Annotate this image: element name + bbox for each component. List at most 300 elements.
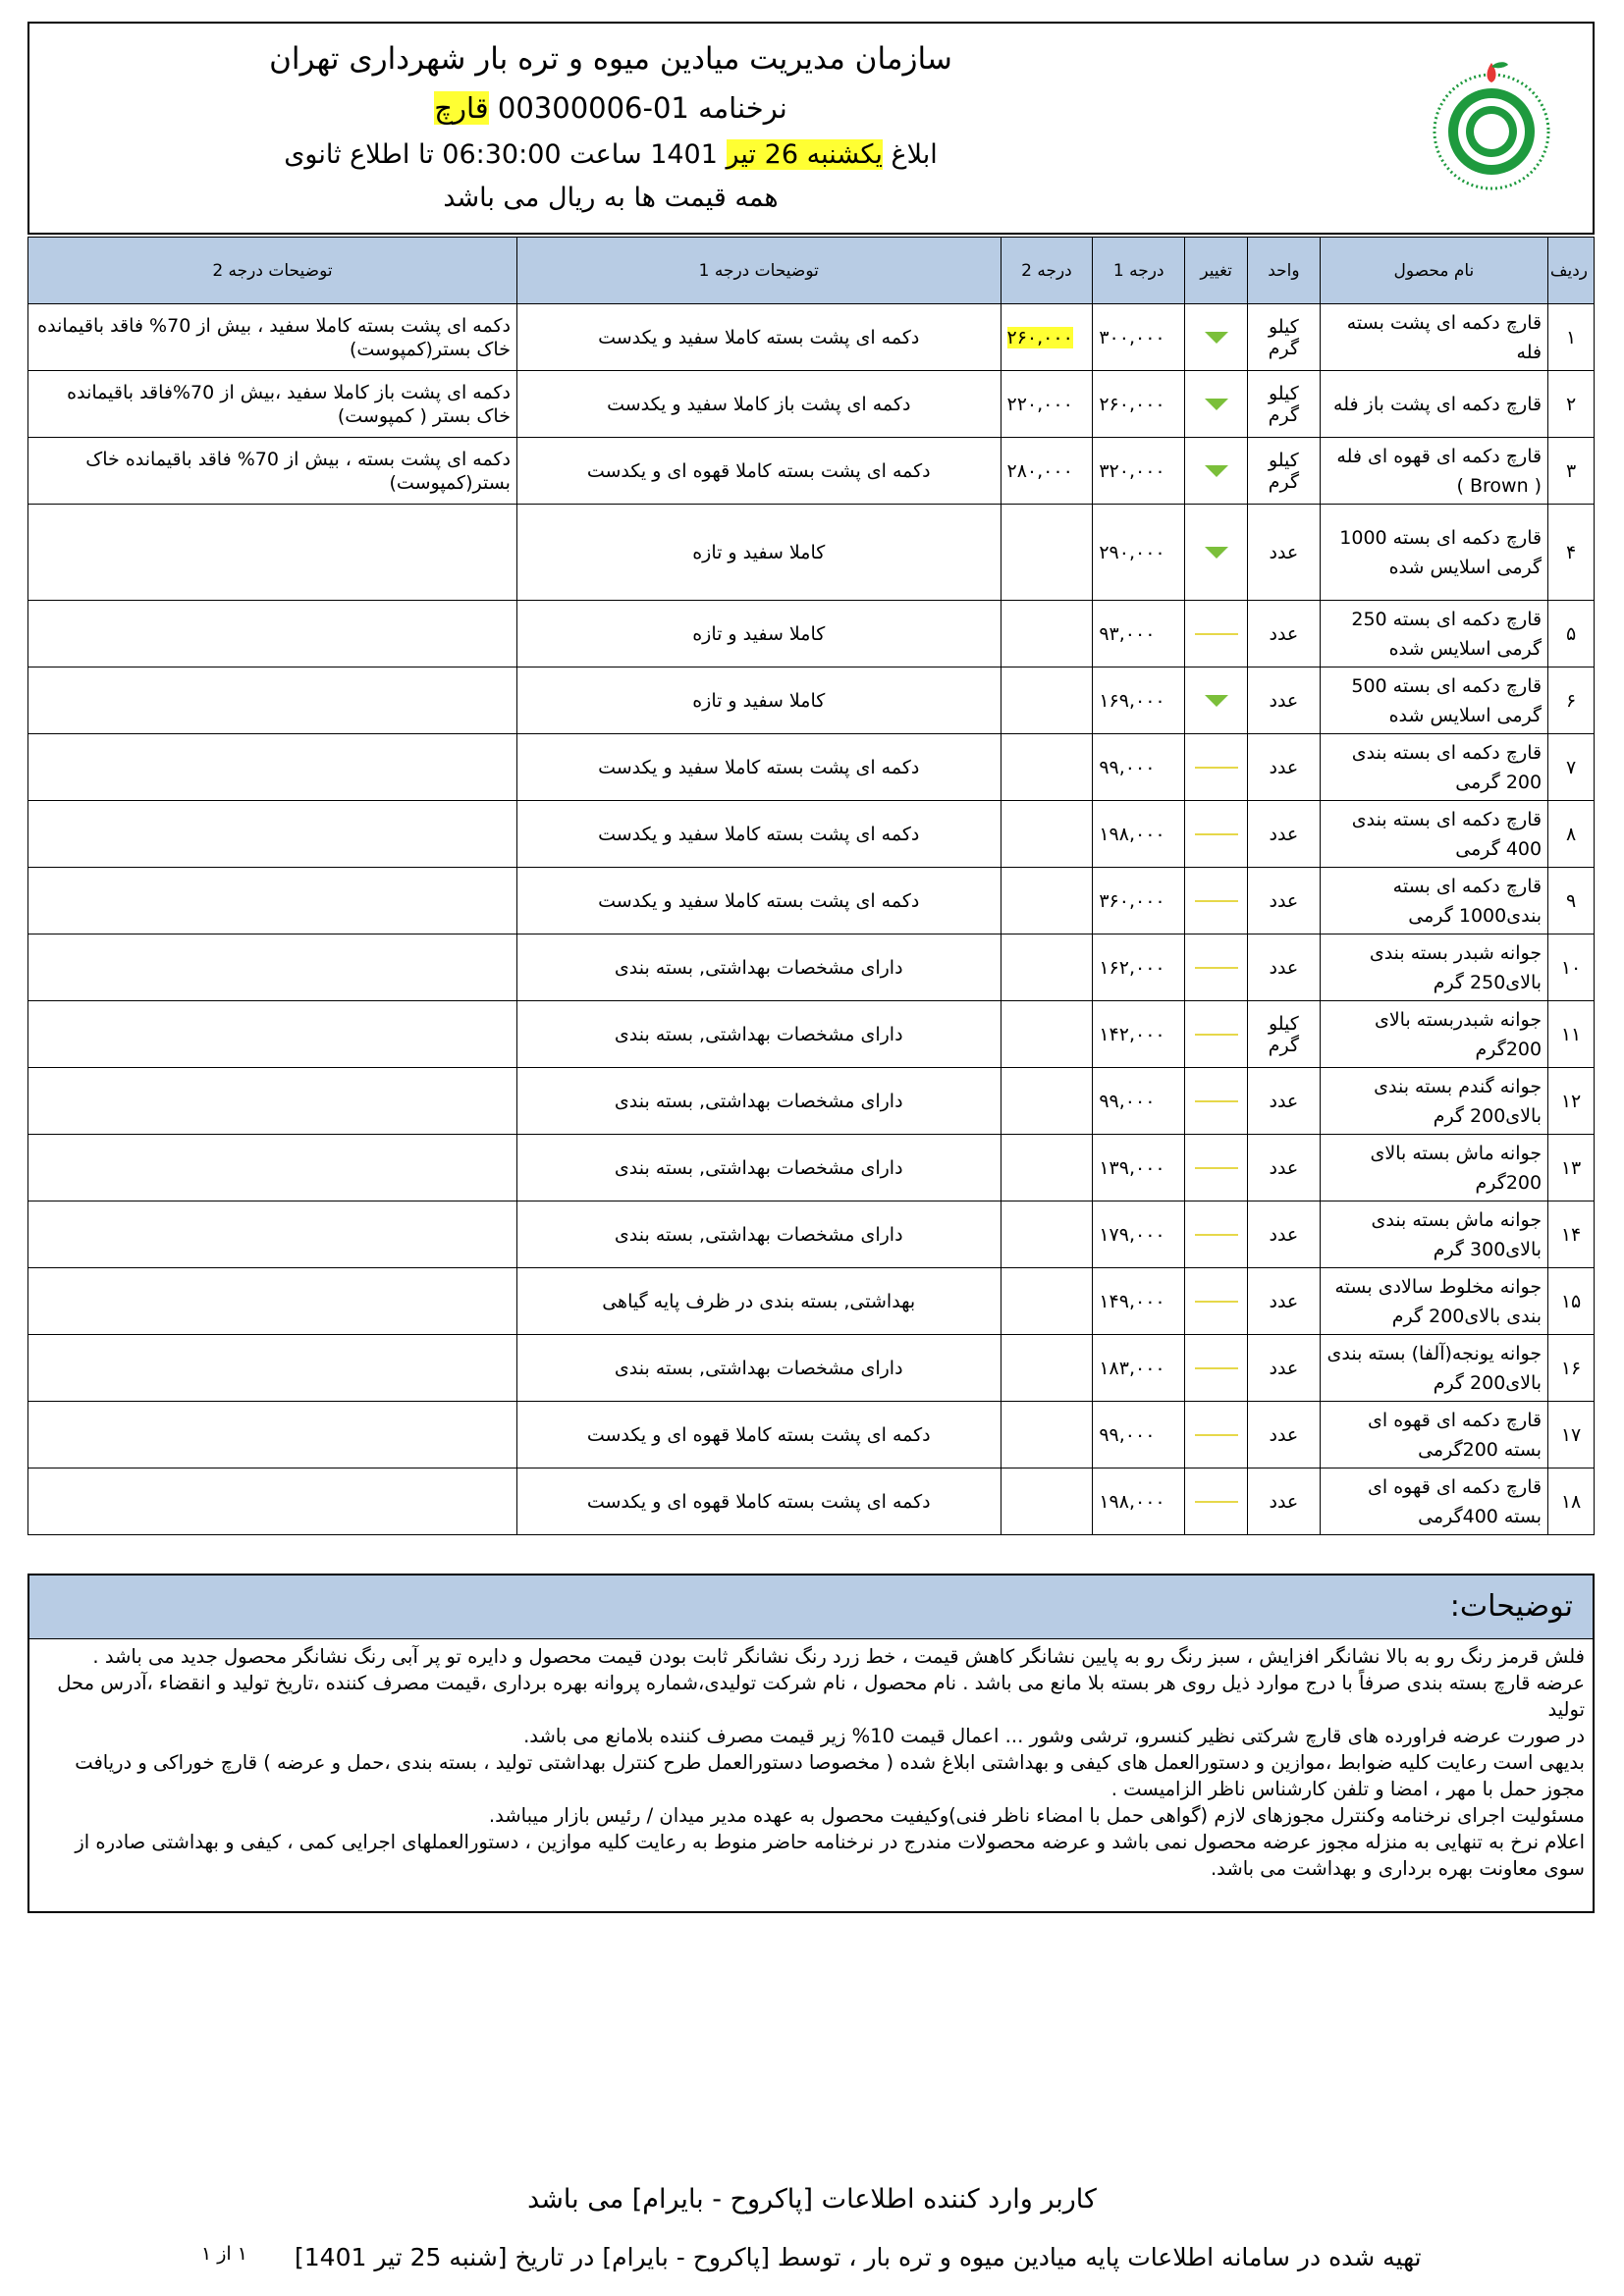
change-indicator [1185,1135,1248,1201]
grade1-price [1093,371,1185,438]
grade1-description-text: دارای مشخصات بهداشتی, بسته بندی [614,1156,903,1179]
grade1-description [516,801,1001,868]
grade2-description-text: دکمه ای پشت بسته کاملا سفید ، بیش از 70% فاقد باقیمانده خاک بستر(کمپوست) [37,314,511,360]
grade1-price [1093,1201,1185,1268]
row-index [1548,1001,1595,1068]
report-header [27,22,1595,235]
change-indicator [1185,371,1248,438]
product-name-text: قارچ دکمه ای بسته 500 گرمی اسلایس شده [1351,674,1543,726]
product-name-text: جوانه مخلوط سالادی بسته بندی بالای200 گرم [1334,1275,1543,1327]
grade2-price [1001,505,1093,601]
grade1-description-text: کاملا سفید و تازه [692,541,826,563]
table-row [28,505,1595,601]
price-flat-line-icon [1195,1100,1238,1102]
note-line: اعلام نرخ به تنهایی به منزله مجوز عرضه محصول نمی باشد و عرضه محصولات مندرج در نرخنامه حاضر منوط به رعایت کلیه موازین ، دستورالعملهای اجرایی کمی ، کیفی و بهداشتی صادره از سوی معاونت بهره برداری و بهداشت می باشد. [75,1831,1585,1880]
grade1-price-text: ۱۶۹,۰۰۰ [1099,689,1165,712]
unit-text: عدد [1269,1090,1299,1112]
unit-text: عدد [1269,1223,1299,1246]
unit-text: کیلو گرم [1268,382,1300,426]
rate-sheet-title [218,84,1003,132]
grade1-description [516,438,1001,505]
col-header-idx: ردیف [1548,238,1595,304]
grade1-price-text: ۱۴۹,۰۰۰ [1099,1290,1165,1312]
grade2-price [1001,601,1093,667]
grade2-price [1001,934,1093,1001]
row-index [1548,1201,1595,1268]
change-indicator [1185,1335,1248,1402]
table-row [28,438,1595,505]
grade1-description-text: دکمه ای پشت بسته کاملا قهوه ای و یکدست [586,459,931,482]
rate-sheet-code: 01-00300006 [497,91,689,125]
col-header-desc1: توضیحات درجه 1 [516,238,1001,304]
grade1-description [516,505,1001,601]
unit-text: عدد [1269,1490,1299,1513]
unit [1248,1068,1321,1135]
product-name-text: جوانه شبدربسته بالای 200گرم [1374,1008,1543,1060]
product-name-text: قارچ دکمه ای قهوه ای بسته 200گرمی [1368,1409,1543,1461]
grade2-description [28,505,517,601]
change-indicator [1185,438,1248,505]
grade2-description [28,1268,517,1335]
change-indicator [1185,1402,1248,1468]
grade2-description [28,934,517,1001]
grade1-description-text: دارای مشخصات بهداشتی, بسته بندی [614,1223,903,1246]
grade1-price [1093,601,1185,667]
table-row [28,801,1595,868]
col-header-name: نام محصول [1320,238,1547,304]
grade2-price [1001,304,1093,371]
table-row [28,934,1595,1001]
grade2-description [28,1068,517,1135]
grade1-description-text: دارای مشخصات بهداشتی, بسته بندی [614,1090,903,1112]
grade1-price-text: ۱۹۸,۰۰۰ [1099,823,1165,845]
unit [1248,1001,1321,1068]
product-name [1320,1268,1547,1335]
grade2-description [28,304,517,371]
grade2-description [28,667,517,734]
unit [1248,304,1321,371]
change-indicator [1185,505,1248,601]
rate-sheet-label: نرخنامه [698,91,787,125]
product-name-text: قارچ دکمه ای بسته بندی 200 گرمی [1351,741,1543,793]
change-indicator [1185,1068,1248,1135]
price-down-arrow-icon [1205,695,1228,707]
grade1-description [516,1201,1001,1268]
table-row [28,1402,1595,1468]
grade2-description [28,868,517,934]
row-index [1548,734,1595,801]
row-index-text: ۱۸ [1560,1490,1582,1513]
row-index-text: ۹ [1565,889,1577,912]
grade1-price-text: ۳۰۰,۰۰۰ [1099,326,1165,348]
product-name-text: قارچ دکمه ای بسته بندی 400 گرمی [1351,808,1543,860]
unit [1248,868,1321,934]
grade1-description [516,1001,1001,1068]
grade2-description [28,438,517,505]
product-name [1320,1068,1547,1135]
unit-text: کیلو گرم [1268,449,1300,493]
unit-text: عدد [1269,689,1299,712]
grade1-description [516,667,1001,734]
header-text [218,33,1003,218]
price-flat-line-icon [1195,967,1238,969]
grade2-description [28,1001,517,1068]
product-name-text: جوانه ماش بسته بندی بالای300 گرم [1371,1208,1543,1260]
grade1-price-text: ۱۴۲,۰۰۰ [1099,1023,1165,1045]
note-line: بدیهی است رعایت کلیه ضوابط ،موازین و دستورالعمل های کیفی و بهداشتی ابلاغ شده ( مخصوصا دستورالعمل طرح کنترل بهداشتی تولید ، بسته بندی ،حمل و عرضه ) قارچ خوراکی و دریافت مجوز حمل با مهر ، امضا و تلفن کارشناس ناظر الزامیست . [75,1751,1585,1800]
row-index [1548,601,1595,667]
grade1-price-text: ۲۹۰,۰۰۰ [1099,541,1165,563]
grade1-price-text: ۲۶۰,۰۰۰ [1099,393,1165,415]
row-index [1548,371,1595,438]
unit-text: عدد [1269,1357,1299,1379]
grade1-price-text: ۹۹,۰۰۰ [1099,1423,1156,1446]
grade1-description-text: دکمه ای پشت بسته کاملا سفید و یکدست [598,889,920,912]
change-indicator [1185,1468,1248,1535]
table-row [28,1468,1595,1535]
price-down-arrow-icon [1205,332,1228,344]
grade1-price [1093,438,1185,505]
price-flat-line-icon [1195,1367,1238,1369]
row-index [1548,304,1595,371]
change-indicator [1185,1001,1248,1068]
unit-text: عدد [1269,541,1299,563]
product-name [1320,1135,1547,1201]
price-flat-line-icon [1195,1234,1238,1236]
change-indicator [1185,667,1248,734]
grade1-price [1093,1335,1185,1402]
unit-text: عدد [1269,1290,1299,1312]
grade1-price-text: ۱۸۳,۰۰۰ [1099,1357,1165,1379]
grade1-description [516,1135,1001,1201]
grade2-price [1001,1335,1093,1402]
grade2-description [28,1135,517,1201]
row-index [1548,667,1595,734]
row-index [1548,801,1595,868]
product-name-text: قارچ دکمه ای قهوه ای بسته 400گرمی [1368,1475,1543,1527]
product-name-text: جوانه ماش بسته بالای 200گرم [1370,1142,1543,1194]
price-flat-line-icon [1195,633,1238,635]
grade2-price-text: ۲۲۰,۰۰۰ [1006,393,1073,415]
table-row [28,1068,1595,1135]
unit [1248,1268,1321,1335]
product-name-text: قارچ دکمه ای پشت بسته فله [1346,311,1543,363]
table-row [28,868,1595,934]
row-index [1548,1335,1595,1402]
notes-box [27,1574,1595,1913]
row-index [1548,934,1595,1001]
unit-text: کیلو گرم [1268,1012,1300,1056]
change-indicator [1185,1268,1248,1335]
table-row [28,601,1595,667]
grade2-price-text: ۲۸۰,۰۰۰ [1006,459,1073,482]
grade1-description-text: دارای مشخصات بهداشتی, بسته بندی [614,1023,903,1045]
unit [1248,734,1321,801]
unit-text: عدد [1269,1156,1299,1179]
grade2-price [1001,734,1093,801]
currency-note: همه قیمت ها به ریال می باشد [443,183,779,213]
product-name [1320,667,1547,734]
unit [1248,438,1321,505]
row-index-text: ۵ [1565,622,1577,645]
table-row [28,1268,1595,1335]
price-flat-line-icon [1195,1301,1238,1303]
row-index-text: ۱۷ [1560,1423,1582,1446]
price-flat-line-icon [1195,1167,1238,1169]
unit-text: عدد [1269,889,1299,912]
change-indicator [1185,734,1248,801]
grade1-description-text: دکمه ای پشت بسته کاملا سفید و یکدست [598,823,920,845]
grade1-price [1093,1068,1185,1135]
price-flat-line-icon [1195,767,1238,769]
product-name [1320,304,1547,371]
grade1-price [1093,1402,1185,1468]
grade2-price [1001,868,1093,934]
grade1-price-text: ۹۳,۰۰۰ [1099,622,1156,645]
product-name-text: جوانه شبدر بسته بندی بالای250 گرم [1369,941,1543,993]
grade2-price [1001,1268,1093,1335]
table-row [28,1001,1595,1068]
grade1-description-text: دکمه ای پشت بسته کاملا قهوه ای و یکدست [586,1490,931,1513]
unit-text: عدد [1269,823,1299,845]
grade1-price [1093,1268,1185,1335]
row-index-text: ۱۶ [1560,1357,1582,1379]
col-header-grade2: درجه 2 [1001,238,1093,304]
grade1-price [1093,667,1185,734]
table-row [28,1135,1595,1201]
unit [1248,1402,1321,1468]
price-table [27,237,1595,1535]
product-name-text: قارچ دکمه ای بسته بندی1000 گرمی [1392,875,1543,927]
grade1-description [516,1402,1001,1468]
grade2-price [1001,801,1093,868]
grade2-price [1001,438,1093,505]
grade1-description-text: دارای مشخصات بهداشتی, بسته بندی [614,1357,903,1379]
table-row [28,667,1595,734]
row-index-text: ۶ [1565,689,1577,712]
product-name [1320,1402,1547,1468]
grade1-price-text: ۹۹,۰۰۰ [1099,756,1156,778]
unit [1248,667,1321,734]
row-index-text: ۴ [1565,541,1577,563]
grade2-price [1001,1402,1093,1468]
unit-text: عدد [1269,756,1299,778]
product-name [1320,1468,1547,1535]
footer-prepared: تهیه شده در سامانه اطلاعات پایه میادین میوه و تره بار ، توسط [پاکروح - بایرام] در تاریخ [شنبه 25 تیر 1401] [295,2243,1422,2271]
unit-text: عدد [1269,956,1299,979]
grade2-description [28,1468,517,1535]
grade1-price-text: ۱۳۹,۰۰۰ [1099,1156,1165,1179]
unit [1248,371,1321,438]
product-name-text: قارچ دکمه ای قهوه ای فله ( Brown ) [1336,445,1543,497]
row-index-text: ۱۲ [1560,1090,1582,1112]
product-name-text: جوانه گندم بسته بندی بالای200 گرم [1374,1075,1543,1127]
grade2-description-text: دکمه ای پشت بسته ، بیش از 70% فاقد باقیمانده خاک بستر(کمپوست) [85,448,511,494]
col-header-desc2: توضیحات درجه 2 [28,238,517,304]
grade2-price [1001,1468,1093,1535]
product-name [1320,438,1547,505]
grade1-price [1093,801,1185,868]
grade1-description-text: دکمه ای پشت بسته کاملا قهوه ای و یکدست [586,1423,931,1446]
price-flat-line-icon [1195,1434,1238,1436]
product-name [1320,734,1547,801]
row-index-text: ۳ [1565,459,1577,482]
price-flat-line-icon [1195,1501,1238,1503]
row-index-text: ۱۰ [1560,956,1582,979]
grade1-description-text: کاملا سفید و تازه [692,622,826,645]
product-name [1320,1201,1547,1268]
grade1-description [516,1268,1001,1335]
col-header-grade1: درجه 1 [1093,238,1185,304]
grade2-price [1001,1135,1093,1201]
product-name-text: قارچ دکمه ای پشت باز فله [1333,393,1543,415]
product-name-text: قارچ دکمه ای بسته 1000 گرمی اسلایس شده [1339,526,1543,578]
grade1-price-text: ۱۹۸,۰۰۰ [1099,1490,1165,1513]
unit-text: عدد [1269,1423,1299,1446]
grade1-description [516,734,1001,801]
row-index [1548,1135,1595,1201]
rate-sheet-category: قارچ [434,91,489,125]
change-indicator [1185,1201,1248,1268]
unit [1248,1468,1321,1535]
grade1-description [516,1068,1001,1135]
grade1-description-text: دکمه ای پشت باز کاملا سفید و یکدست [607,393,911,415]
notes-body [29,1639,1593,1886]
change-indicator [1185,304,1248,371]
grade1-description-text: کاملا سفید و تازه [692,689,826,712]
unit [1248,1135,1321,1201]
row-index [1548,1068,1595,1135]
grade2-price-text: ۲۶۰,۰۰۰ [1006,326,1073,348]
price-down-arrow-icon [1205,465,1228,477]
announce-day: یکشنبه 26 تیر [726,139,883,170]
grade2-description [28,601,517,667]
price-flat-line-icon [1195,1034,1238,1036]
grade1-price [1093,1135,1185,1201]
note-line: در صورت عرضه فراورده های قارچ شرکتی نظیر کنسرو، ترشی وشور ... اعمال قیمت 10% زیر قیمت مصرف کننده بلامانع می باشد. [523,1725,1585,1747]
price-flat-line-icon [1195,900,1238,902]
grade1-description [516,304,1001,371]
unit [1248,505,1321,601]
table-row [28,304,1595,371]
grade1-price [1093,505,1185,601]
tehran-municipality-logo-icon [1418,53,1565,200]
grade1-price [1093,1468,1185,1535]
row-index-text: ۱۴ [1560,1223,1582,1246]
row-index [1548,438,1595,505]
row-index [1548,1268,1595,1335]
row-index-text: ۱۱ [1560,1023,1582,1045]
grade2-description-text: دکمه ای پشت باز کاملا سفید ،بیش از 70%فاقد باقیمانده خاک بستر ( کمپوست) [67,381,511,427]
grade1-description-text: بهداشتی, بسته بندی در ظرف پایه گیاهی [602,1290,916,1312]
row-index [1548,505,1595,601]
grade2-description [28,1335,517,1402]
unit [1248,934,1321,1001]
unit [1248,801,1321,868]
grade2-description [28,1201,517,1268]
grade1-description [516,1468,1001,1535]
grade1-price [1093,304,1185,371]
row-index [1548,1468,1595,1535]
product-name-text: جوانه یونجه(آلفا) بسته بندی بالای200 گرم [1326,1342,1543,1394]
product-name [1320,1335,1547,1402]
grade1-description [516,1335,1001,1402]
row-index-text: ۱ [1565,326,1577,348]
grade2-description [28,371,517,438]
notes-title: توضیحات: [29,1575,1593,1639]
row-index-text: ۸ [1565,823,1577,845]
grade1-description [516,601,1001,667]
product-name [1320,934,1547,1001]
product-name-text: قارچ دکمه ای بسته 250 گرمی اسلایس شده [1351,608,1543,660]
grade1-price [1093,934,1185,1001]
price-flat-line-icon [1195,833,1238,835]
col-header-unit: واحد [1248,238,1321,304]
col-header-change: تغییر [1185,238,1248,304]
table-header-row [28,238,1595,304]
note-line: فلش قرمز رنگ رو به بالا نشانگر افزایش ، سبز رنگ رو به پایین نشانگر کاهش قیمت ، خط زرد رنگ نشانگر ثابت بودن قیمت محصول و دایره تو پر آبی رنگ نشانگر محصول جدید می باشد . [92,1645,1585,1668]
product-name [1320,868,1547,934]
change-indicator [1185,868,1248,934]
grade1-price [1093,734,1185,801]
grade1-price-text: ۳۶۰,۰۰۰ [1099,889,1165,912]
grade1-description-text: دکمه ای پشت بسته کاملا سفید و یکدست [598,756,920,778]
table-row [28,371,1595,438]
product-name [1320,801,1547,868]
grade1-price-text: ۳۲۰,۰۰۰ [1099,459,1165,482]
row-index-text: ۲ [1565,393,1577,415]
grade1-price-text: ۹۹,۰۰۰ [1099,1090,1156,1112]
announce-rest: 1401 ساعت 06:30:00 تا اطلاع ثانوی [284,139,718,170]
table-row [28,1335,1595,1402]
note-line: عرضه قارچ بسته بندی صرفاً با درج موارد ذیل روی هر بسته بلا مانع می باشد . نام محصول ، نام شرکت تولیدی،شماره پروانه بهره برداری ،قیمت مصرف کننده ،تاریخ تولید و انقضاء ،آدرس محل تولید [57,1672,1585,1721]
unit-text: عدد [1269,622,1299,645]
grade2-price [1001,1001,1093,1068]
note-line: مسئولیت اجرای نرخنامه وکنترل مجوزهای لازم (گواهی حمل با امضاء ناظر فنی)وکیفیت محصول به عهده مدیر میدان / رئیس بازار میباشد. [488,1804,1585,1827]
grade2-description [28,1402,517,1468]
grade1-description-text: دکمه ای پشت بسته کاملا سفید و یکدست [598,326,920,348]
unit [1248,601,1321,667]
unit [1248,1335,1321,1402]
grade2-description [28,734,517,801]
row-index [1548,1402,1595,1468]
row-index-text: ۱۳ [1560,1156,1582,1179]
unit-text: کیلو گرم [1268,315,1300,359]
grade2-price [1001,667,1093,734]
unit [1248,1201,1321,1268]
change-indicator [1185,601,1248,667]
change-indicator [1185,934,1248,1001]
grade2-description [28,801,517,868]
price-down-arrow-icon [1205,547,1228,559]
row-index [1548,868,1595,934]
change-indicator [1185,801,1248,868]
grade1-description [516,371,1001,438]
grade1-price [1093,868,1185,934]
product-name [1320,371,1547,438]
table-row [28,734,1595,801]
grade2-price [1001,1068,1093,1135]
footer-user: کاربر وارد کننده اطلاعات [پاکروح - بایرام] می باشد [527,2184,1097,2215]
price-down-arrow-icon [1205,399,1228,410]
grade1-description-text: دارای مشخصات بهداشتی, بسته بندی [614,956,903,979]
grade2-price [1001,371,1093,438]
grade2-price [1001,1201,1093,1268]
product-name [1320,1001,1547,1068]
grade1-description [516,934,1001,1001]
grade1-price-text: ۱۶۲,۰۰۰ [1099,956,1165,979]
grade1-price-text: ۱۷۹,۰۰۰ [1099,1223,1165,1246]
